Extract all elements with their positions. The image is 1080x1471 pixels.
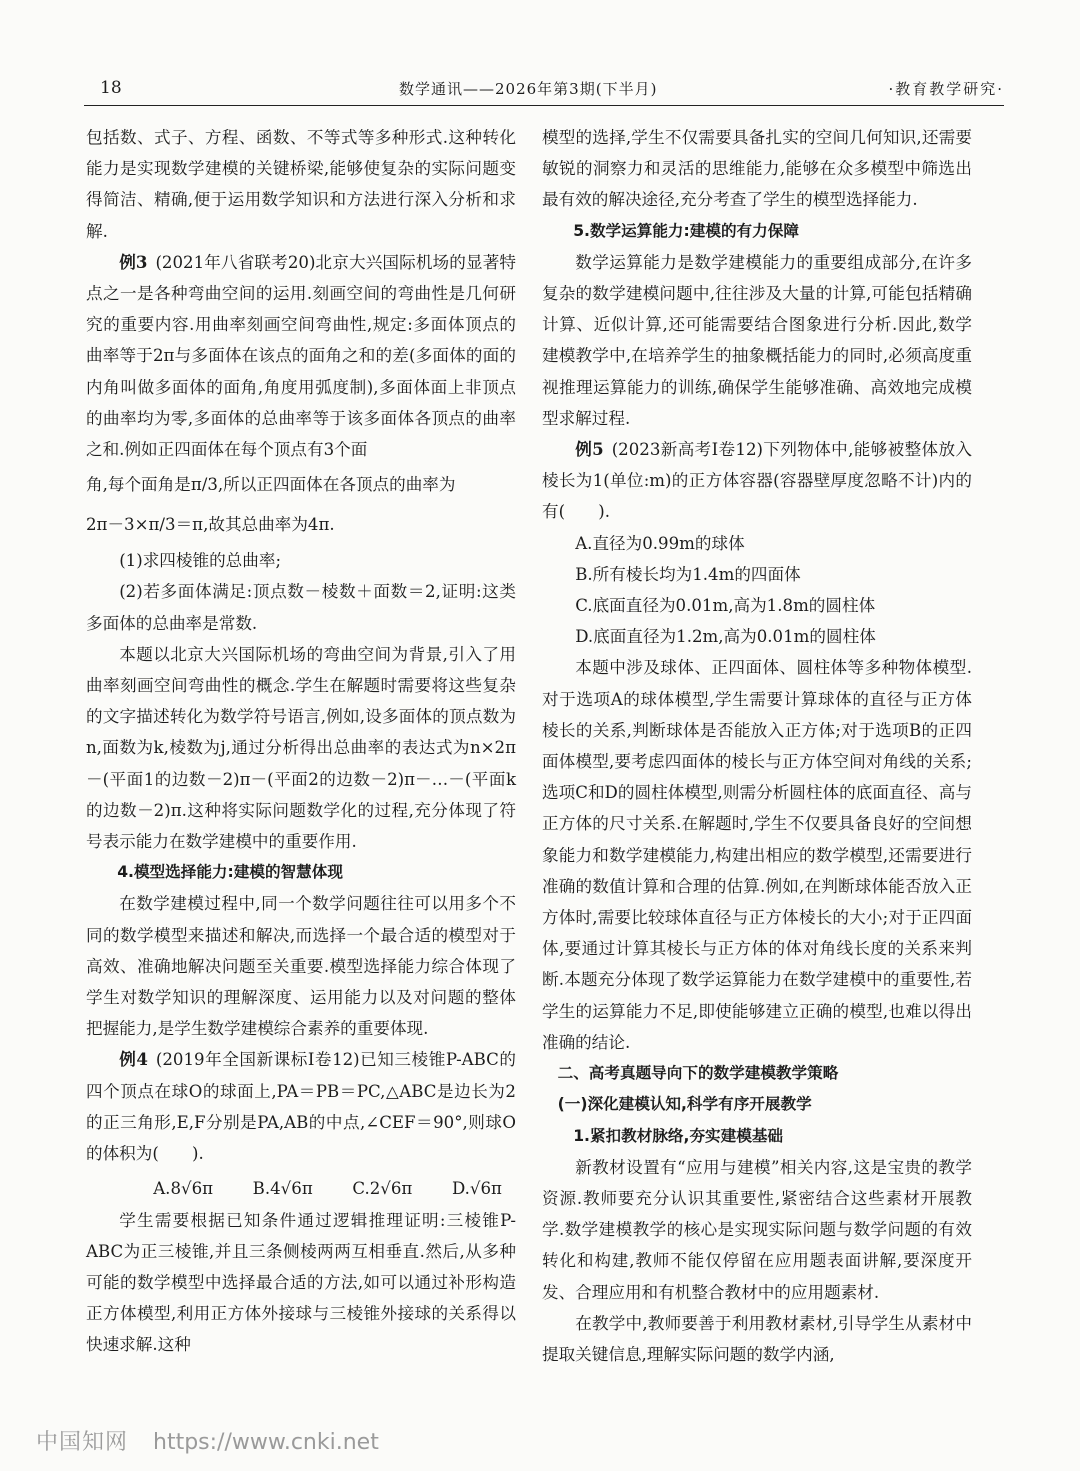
option-d: D.底面直径为1.2m,高为0.01m的圆柱体 [575, 627, 876, 647]
question-item: (1)求四棱锥的总曲率; [119, 551, 282, 571]
paragraph: 在数学建模过程中,同一个数学问题往往可以用多个不同的数学模型来描述和解决,而选择一个最合适的模型对于高效、准确地解决问题至关重要.模型选择能力综合体现了学生对数学知识的理解深度、运用能力以及对问题的整体把握能力,是学生数学建模综合素养的重要体现. [86, 894, 516, 1039]
example-text: (2021年八省联考20)北京大兴国际机场的显著特点之一是各种弯曲空间的运用.刻画空间的弯曲性是几何研究的重要内容.用曲率刻画空间弯曲性,规定:多面体顶点的曲率等于2π与多面体在该点的面角之和的差(多面体的面的内角叫做多面体的面角,角度用弧度制),多面体面上非顶点的曲率均为零,多面体的总曲率等于该多面体各顶点的曲率之和.例如正四面体在每个顶点有3个面 [86, 252, 516, 460]
section-tag: ·教育教学研究· [888, 80, 1004, 98]
paragraph: 新教材设置有“应用与建模”相关内容,这是宝贵的教学资源.教师要充分认识其重要性,紧密结合这些素材开展教学.数学建模教学的核心是实现实际问题与数学问题的有效转化和构建,教师不能仅停留在应用题表面讲解,要深度开发、合理应用和有机整合教材中的应用题素材. [542, 1157, 972, 1302]
subsection-heading: (一)深化建模认知,科学有序开展教学 [557, 1095, 812, 1114]
example-label: 例4 [119, 1049, 148, 1070]
paragraph: 角,每个面角是π/3,所以正四面体在各顶点的曲率为 [86, 475, 456, 495]
answer-options [86, 1173, 516, 1204]
formula-line: 2π－3×π/3＝π,故其总曲率为4π. [86, 515, 335, 535]
paragraph: 本题以北京大兴国际机场的弯曲空间为背景,引入了用曲率刻画空间弯曲性的概念.学生在解题时需要将这些复杂的文字描述转化为数学符号语言,例如,设多面体的顶点数为n,面数为k,棱数为j,通过分析得出总曲率的表达式为n×2π－(平面1的边数－2)π－(平面2的边数－2)π－…－(平面k的边数－2)π.这种将实际问题数学化的过程,充分体现了符号表示能力在数学建模中的重要作用. [86, 644, 516, 852]
page-number: 18 [100, 78, 122, 98]
left-column [86, 122, 516, 1361]
question-item: (2)若多面体满足:顶点数－棱数＋面数＝2,证明:这类多面体的总曲率是常数. [86, 582, 516, 633]
option-c: C.底面直径为0.01m,高为1.8m的圆柱体 [575, 596, 876, 616]
watermark-url: https://www.cnki.net [153, 1430, 379, 1455]
option-d: D.√6π [451, 1179, 502, 1199]
header-rule [84, 105, 1004, 106]
right-column [542, 122, 972, 1370]
watermark-name: 中国知网 [36, 1430, 129, 1455]
page-header [84, 78, 1004, 104]
paragraph: 本题中涉及球体、正四面体、圆柱体等多种物体模型.对于选项A的球体模型,学生需要计算球体的直径与正方体棱长的关系,判断球体是否能放入正方体;对于选项B的正四面体模型,要考虑四面体的棱长与正方体空间对角线的关系;选项C和D的圆柱体模型,则需分析圆柱体的底面直径、高与正方体的尺寸关系.在解题时,学生不仅要具备良好的空间想象能力和数学建模能力,构建出相应的数学模型,还需要进行准确的数值计算和合理的估算.例如,在判断球体能否放入正方体时,需要比较球体直径与正方体棱长的大小;对于正四面体,要通过计算其棱长与正方体的体对角线长度的关系来判断.本题充分体现了数学运算能力在数学建模中的重要性,若学生的运算能力不足,即使能够建立正确的模型,也难以得出准确的结论. [542, 658, 972, 1052]
example-3 [86, 247, 516, 465]
paragraph: 包括数、式子、方程、函数、不等式等多种形式.这种转化能力是实现数学建模的关键桥梁,能够使复杂的实际问题变得简洁、精确,便于运用数学知识和方法进行深入分析和求解. [86, 128, 516, 241]
section-heading: 二、高考真题导向下的数学建模教学策略 [557, 1064, 839, 1083]
paragraph: 模型的选择,学生不仅需要具备扎实的空间几何知识,还需要敏锐的洞察力和灵活的思维能力,能够在众多模型中筛选出最有效的解决途径,充分考查了学生的模型选择能力. [542, 128, 972, 210]
option-a: A.8√6π [153, 1179, 214, 1199]
paragraph: 在教学中,教师要善于利用教材素材,引导学生从素材中提取关键信息,理解实际问题的数学内涵, [542, 1313, 972, 1364]
example-label: 例5 [575, 439, 604, 460]
section-heading: 5.数学运算能力:建模的有力保障 [573, 221, 799, 240]
example-label: 例3 [119, 251, 148, 272]
option-c: C.2√6π [352, 1179, 413, 1199]
example-text: (2019年全国新课标Ⅰ卷12)已知三棱锥P-ABC的四个顶点在球O的球面上,PA＝PB＝PC,△ABC是边长为2的正三角形,E,F分别是PA,AB的中点,∠CEF＝90°,则球O的体积为( ). [86, 1050, 516, 1164]
example-text: (2023新高考Ⅰ卷12)下列物体中,能够被整体放入棱长为1(单位:m)的正方体容器(容器壁厚度忽略不计)内的有( ). [542, 440, 973, 522]
example-4 [86, 1044, 516, 1169]
option-b: B.4√6π [252, 1179, 313, 1199]
subsection-heading: 1.紧扣教材脉络,夯实建模基础 [573, 1126, 784, 1145]
cnki-watermark [36, 1425, 379, 1456]
example-5 [542, 434, 972, 528]
paragraph: 数学运算能力是数学建模能力的重要组成部分,在许多复杂的数学建模问题中,往往涉及大量的计算,可能包括精确计算、近似计算,还可能需要结合图象进行分析.因此,数学建模教学中,在培养学生的抽象概括能力的同时,必须高度重视推理运算能力的训练,确保学生能够准确、高效地完成模型求解过程. [542, 252, 972, 428]
running-title: 数学通讯——2026年第3期(下半月) [399, 80, 658, 98]
paragraph: 学生需要根据已知条件通过逻辑推理证明:三棱锥P-ABC为正三棱锥,并且三条侧棱两两互相垂直.然后,从多种可能的数学模型中选择最合适的方法,如可以通过补形构造正方体模型,利用正方体外接球与三棱锥外接球的关系得以快速求解.这种 [86, 1210, 516, 1355]
section-heading: 4.模型选择能力:建模的智慧体现 [117, 863, 343, 882]
option-b: B.所有棱长均为1.4m的四面体 [575, 564, 801, 584]
option-a: A.直径为0.99m的球体 [575, 533, 745, 553]
